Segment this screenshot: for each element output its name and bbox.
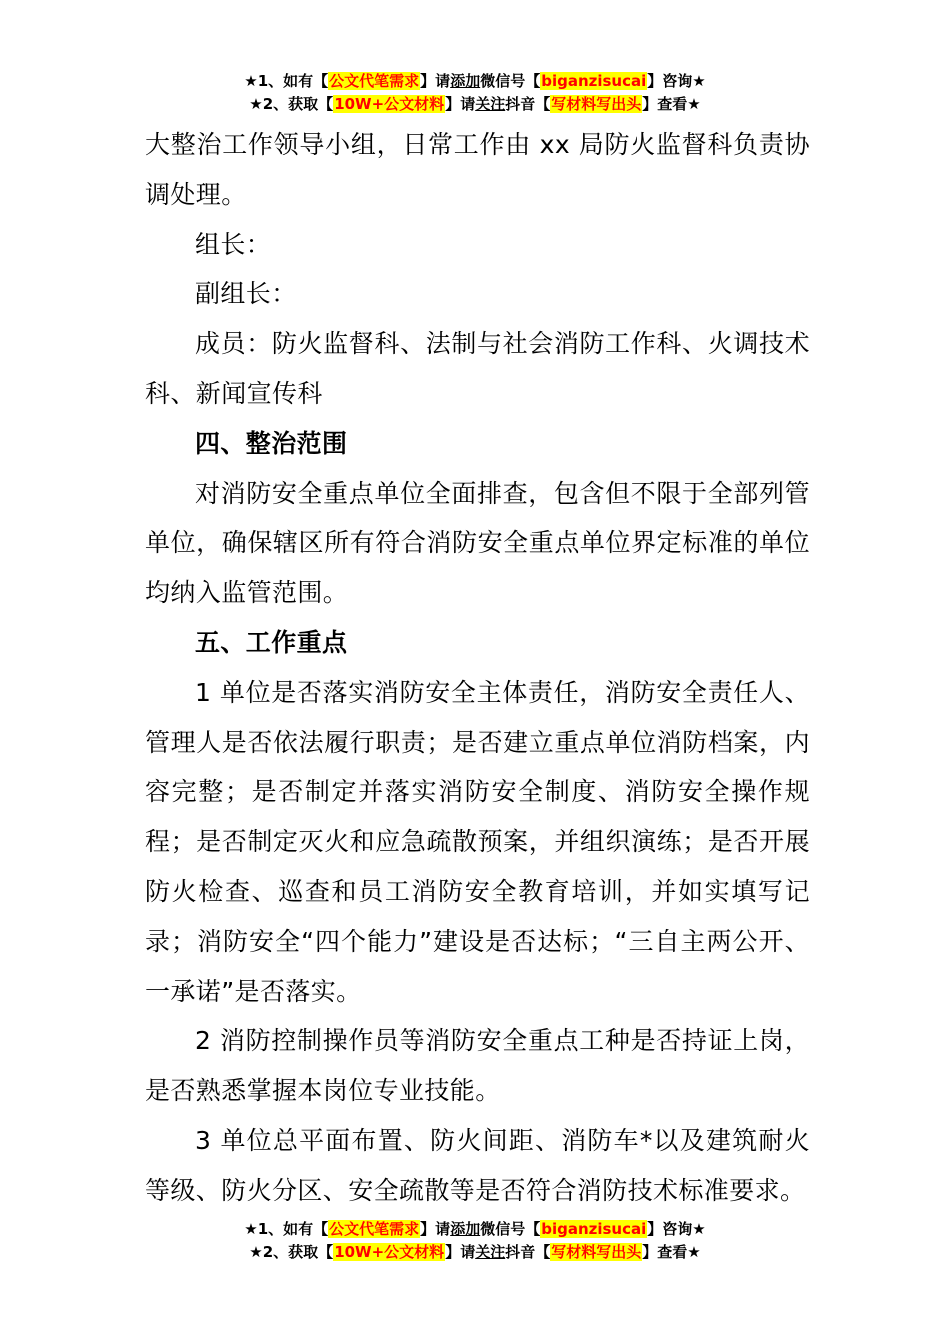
banner-line-2 bbox=[0, 93, 950, 116]
banner-text: 微信号【 bbox=[480, 72, 541, 90]
banner-highlight: 公文代笔需求 bbox=[329, 72, 420, 90]
banner-text: 微信号【 bbox=[480, 1220, 541, 1238]
banner-text: 】查看★ bbox=[642, 95, 701, 113]
banner-text: 】查看★ bbox=[642, 1243, 701, 1261]
banner-text: 】请 bbox=[420, 1220, 451, 1238]
banner-underlined-text: 关注 bbox=[475, 1243, 506, 1261]
paragraph: 成员：防火监督科、法制与社会消防工作科、火调技术科、新闻宣传科 bbox=[145, 329, 810, 408]
banner-line-2 bbox=[0, 1241, 950, 1264]
banner-text: 】请 bbox=[445, 95, 476, 113]
banner-highlight: biganzisucai bbox=[541, 72, 647, 90]
banner-text: ★2、获取【 bbox=[249, 1243, 334, 1261]
paragraph: 对消防安全重点单位全面排查，包含但不限于全部列管单位，确保辖区所有符合消防安全重点单位界定标准的单位均纳入监管范围。 bbox=[145, 478, 810, 608]
paragraph: 3 单位总平面布置、防火间距、消防车*以及建筑耐火等级、防火分区、安全疏散等是否符合消防技术标准要求。 bbox=[145, 1125, 810, 1205]
paragraph: 2 消防控制操作员等消防安全重点工种是否持证上岗，是否熟悉掌握本岗位专业技能。 bbox=[145, 1026, 810, 1106]
paragraph: 1 单位是否落实消防安全主体责任，消防安全责任人、管理人是否依法履行职责；是否建立重点单位消防档案，内容完整；是否制定并落实消防安全制度、消防安全操作规程；是否制定灭火和应急疏散预案，并组织演练；是否开展防火检查、巡查和员工消防安全教育培训，并如实填写记录；消防安全“四个能力”建设是否达标；“三自主两公开、一承诺”是否落实。 bbox=[145, 677, 810, 1006]
section-heading: 四、整治范围 bbox=[195, 428, 348, 458]
banner-highlight: 写材料写出头 bbox=[551, 1243, 642, 1261]
top-banner bbox=[0, 70, 950, 116]
banner-highlight: 公文代笔需求 bbox=[329, 1220, 420, 1238]
banner-underlined-text: 添加 bbox=[450, 1220, 481, 1238]
banner-line-1 bbox=[0, 1218, 950, 1241]
paragraph: 副组长： bbox=[195, 279, 297, 309]
paragraph: 组长： bbox=[195, 229, 272, 259]
bottom-banner bbox=[0, 1218, 950, 1264]
banner-line-1 bbox=[0, 70, 950, 93]
banner-highlight: 写材料写出头 bbox=[551, 95, 642, 113]
banner-text: ★1、如有【 bbox=[244, 72, 329, 90]
banner-underlined-text: 添加 bbox=[450, 72, 481, 90]
banner-text: 抖音【 bbox=[505, 95, 551, 113]
banner-text: 】咨询★ bbox=[647, 1220, 706, 1238]
section-heading: 五、工作重点 bbox=[195, 627, 348, 657]
banner-highlight: 10W+公文材料 bbox=[334, 1243, 445, 1261]
banner-text: ★2、获取【 bbox=[249, 95, 334, 113]
paragraph: 大整治工作领导小组，日常工作由 xx 局防火监督科负责协调处理。 bbox=[145, 130, 810, 209]
banner-text: 】请 bbox=[445, 1243, 476, 1261]
banner-text: 抖音【 bbox=[505, 1243, 551, 1261]
banner-text: 】咨询★ bbox=[647, 72, 706, 90]
banner-highlight: 10W+公文材料 bbox=[334, 95, 445, 113]
banner-underlined-text: 关注 bbox=[475, 95, 506, 113]
banner-text: ★1、如有【 bbox=[244, 1220, 329, 1238]
document-body bbox=[145, 120, 810, 1216]
banner-text: 】请 bbox=[420, 72, 451, 90]
banner-highlight: biganzisucai bbox=[541, 1220, 647, 1238]
